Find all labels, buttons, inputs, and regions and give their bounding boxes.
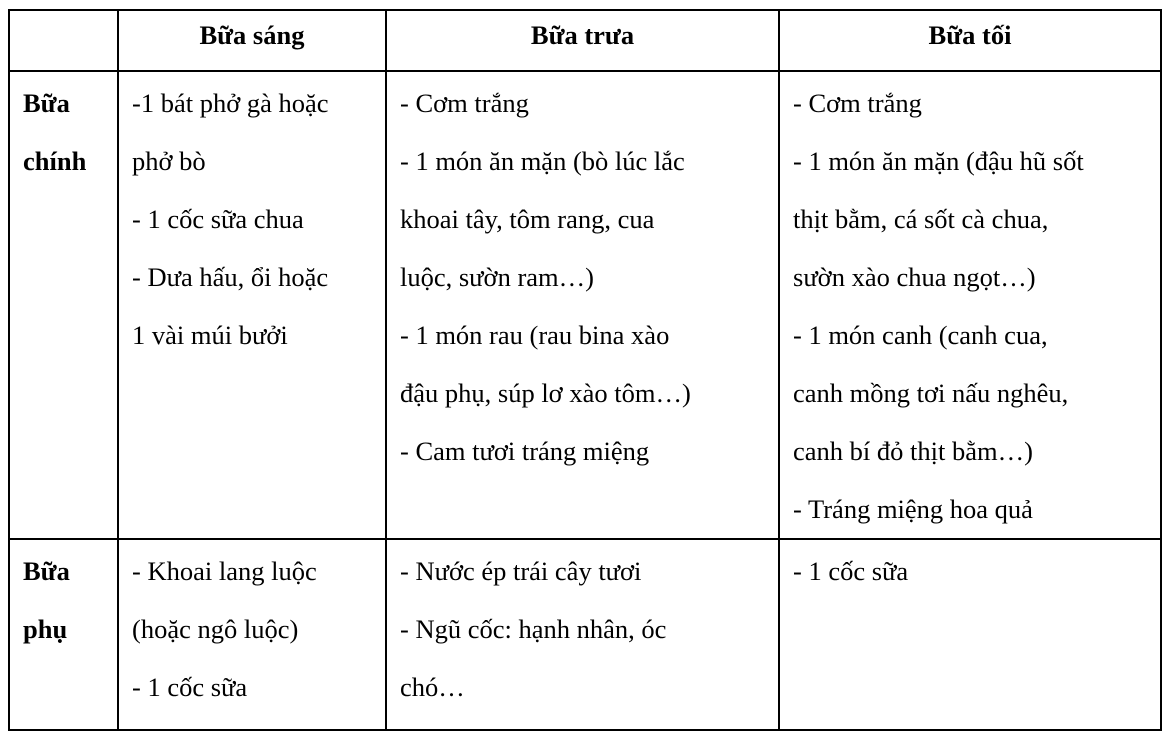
cell-line: đậu phụ, súp lơ xào tôm…) <box>400 378 691 408</box>
cell-line: phở bò <box>132 146 206 176</box>
cell-line: - Ngũ cốc: hạnh nhân, óc <box>400 614 667 644</box>
cell-line: luộc, sườn ram…) <box>400 262 594 292</box>
row-label-line: chính <box>23 146 87 176</box>
cell-line: sườn xào chua ngọt…) <box>793 262 1036 292</box>
cell-line: - 1 cốc sữa chua <box>132 204 304 234</box>
cell-line: - 1 món ăn mặn (bò lúc lắc <box>400 146 685 176</box>
cell-line: - 1 món canh (canh cua, <box>793 320 1048 350</box>
cell-line: chó… <box>400 672 465 702</box>
cell-line: - Cơm trắng <box>400 88 529 118</box>
cell-line: - Tráng miệng hoa quả <box>793 494 1033 524</box>
cell-line: (hoặc ngô luộc) <box>132 614 299 644</box>
cell-main-lunch <box>386 71 779 539</box>
header-row <box>9 10 1161 71</box>
cell-line: - Cam tươi tráng miệng <box>400 436 650 466</box>
cell-line: thịt bằm, cá sốt cà chua, <box>793 204 1049 234</box>
cell-line: - 1 cốc sữa <box>132 672 248 702</box>
meal-plan-table <box>8 9 1162 731</box>
cell-line: - 1 món rau (rau bina xào <box>400 320 670 350</box>
header-dinner: Bữa tối <box>779 10 1161 71</box>
cell-line: canh bí đỏ thịt bằm…) <box>793 436 1033 466</box>
cell-line: - 1 món ăn mặn (đậu hũ sốt <box>793 146 1084 176</box>
table-row-snack <box>9 539 1161 730</box>
row-label-line: phụ <box>23 614 68 644</box>
header-corner <box>9 10 118 71</box>
header-lunch: Bữa trưa <box>386 10 779 71</box>
cell-line: 1 vài múi bưởi <box>132 320 288 350</box>
header-breakfast: Bữa sáng <box>118 10 386 71</box>
cell-line: canh mồng tơi nấu nghêu, <box>793 378 1069 408</box>
table-row-main-meal <box>9 71 1161 539</box>
cell-main-dinner <box>779 71 1161 539</box>
cell-line: - Cơm trắng <box>793 88 922 118</box>
cell-line: - Khoai lang luộc <box>132 556 317 586</box>
cell-line: khoai tây, tôm rang, cua <box>400 204 655 234</box>
cell-line: - Nước ép trái cây tươi <box>400 556 642 586</box>
row-label-main-meal <box>9 71 118 539</box>
cell-snack-breakfast <box>118 539 386 730</box>
row-label-line: Bữa <box>23 88 70 118</box>
row-label-snack <box>9 539 118 730</box>
cell-line: - Dưa hấu, ổi hoặc <box>132 262 329 292</box>
row-label-line: Bữa <box>23 556 70 586</box>
cell-main-breakfast <box>118 71 386 539</box>
cell-line: -1 bát phở gà hoặc <box>132 88 329 118</box>
cell-snack-dinner <box>779 539 1161 730</box>
cell-line: - 1 cốc sữa <box>793 556 909 586</box>
cell-snack-lunch <box>386 539 779 730</box>
